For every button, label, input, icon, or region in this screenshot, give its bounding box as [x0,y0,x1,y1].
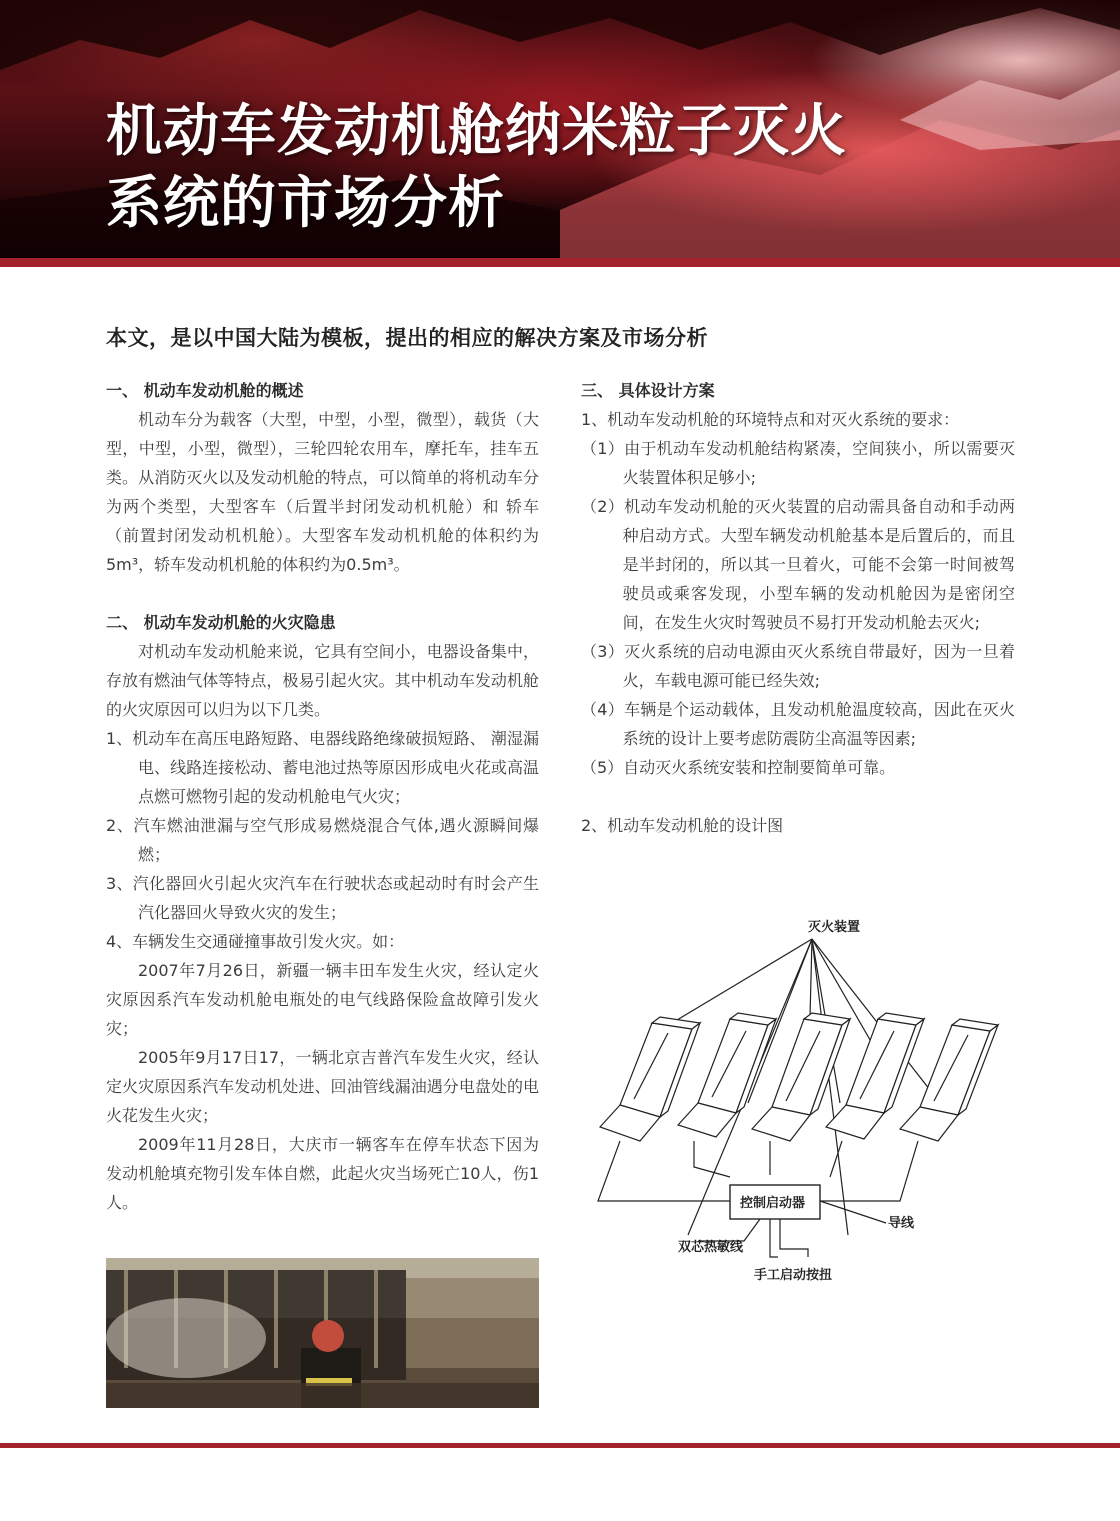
section-3-heading: 三、 具体设计方案 [581,381,715,400]
label-controller: 控制启动器 [740,1196,806,1211]
list-item: （5）自动灭火系统安装和控制要简单可靠。 [581,758,896,777]
list-item: 4、车辆发生交通碰撞事故引发火灾。如： [106,932,405,951]
title-line-2: 系统的市场分析 [106,171,505,236]
case-paragraph: 2005年9月17日17，一辆北京吉普汽车发生火灾，经认定火灾原因系汽车发动机处进、回油管线漏油遇分电盘处的电火花发生火灾； [106,1048,539,1125]
page-title [106,96,847,240]
left-column [106,376,539,1217]
header-banner [0,0,1120,258]
section-2-heading: 二、 机动车发动机舱的火灾隐患 [106,613,336,632]
header-divider [0,258,1120,267]
list-item: 2、汽车燃油泄漏与空气形成易燃烧混合气体,遇火源瞬间爆燃； [106,816,539,864]
design-diagram [580,905,1010,1290]
list-item: 1、机动车在高压电路短路、电器线路绝缘破损短路、 潮湿漏电、线路连接松动、蓄电池过热等原因形成电火花或高温点燃可燃物引起的发动机舱电气火灾； [106,729,539,806]
right-column [581,376,1015,840]
design-diagram-heading: 2、机动车发动机舱的设计图 [581,816,784,835]
label-button: 手工启动按扭 [754,1268,833,1283]
label-sensor: 双芯热敏线 [678,1240,744,1255]
title-line-1: 机动车发动机舱纳米粒子灭火 [106,99,847,164]
case-paragraph: 2009年11月28日，大庆市一辆客车在停车状态下因为发动机舱填充物引发车体自燃，此起火灾当场死亡10人，伤1人。 [106,1135,539,1212]
footer-divider [0,1443,1120,1448]
list-item: （4）车辆是个运动载体，且发动机舱温度较高，因此在灭火系统的设计上要考虑防震防尘高温等因素; [581,700,1015,748]
bus-fire-photo [106,1258,539,1408]
label-device: 灭火装置 [808,920,861,935]
subtitle: 本文，是以中国大陆为模板，提出的相应的解决方案及市场分析 [106,326,708,350]
list-item: （2）机动车发动机舱的灭火装置的启动需具备自动和手动两种启动方式。大型车辆发动机舱基本是后置后的，而且是半封闭的，所以其一旦着火，可能不会第一时间被驾驶员或乘客发现，小型车辆的发动机舱因为是密闭空间，在发生火灾时驾驶员不易打开发动机舱去灭火; [581,497,1015,632]
case-paragraph: 2007年7月26日，新疆一辆丰田车发生火灾，经认定火灾原因系汽车发动机舱电瓶处的电气线路保险盒故障引发火灾； [106,961,539,1038]
label-wire: 导线 [888,1216,915,1231]
section-1-heading: 一、 机动车发动机舱的概述 [106,381,304,400]
section-1-paragraph: 机动车分为载客（大型，中型，小型，微型），载货（大型，中型，小型，微型），三轮四轮农用车，摩托车，挂车五类。从消防灭火以及发动机舱的特点，可以简单的将机动车分为两个类型，大型客车（后置半封闭发动机机舱）和 轿车（前置封闭发动机机舱）。大型客车发动机机舱的体积约为5m³，轿车发动机机舱的体积约为0.5m³。 [106,410,539,574]
section-2-paragraph: 对机动车发动机舱来说，它具有空间小，电器设备集中，存放有燃油气体等特点，极易引起火灾。其中机动车发动机舱的火灾原因可以归为以下几类。 [106,642,539,719]
photo-illustration [106,1258,539,1408]
list-item: （3）灭火系统的启动电源由灭火系统自带最好，因为一旦着火，车载电源可能已经失效; [581,642,1015,690]
requirements-heading: 1、机动车发动机舱的环境特点和对灭火系统的要求： [581,410,960,429]
list-item: （1）由于机动车发动机舱结构紧凑，空间狭小，所以需要灭火装置体积足够小; [581,439,1015,487]
list-item: 3、汽化器回火引起火灾汽车在行驶状态或起动时有时会产生汽化器回火导致火灾的发生； [106,874,539,922]
